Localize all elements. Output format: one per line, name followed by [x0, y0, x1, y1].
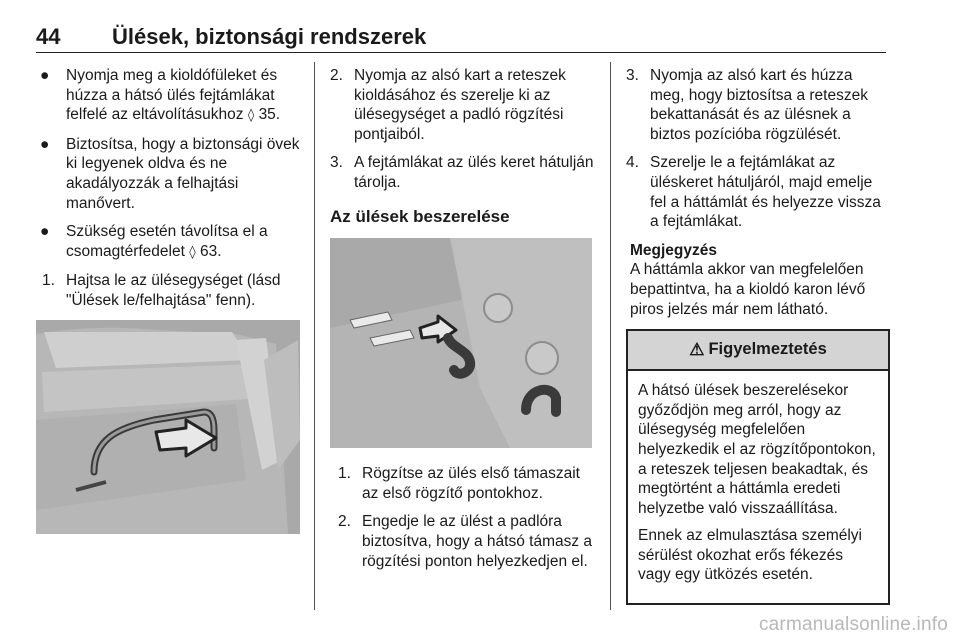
step-text: Nyomja az alsó kart és húzza meg, hogy biztosítsa a reteszek bekattanását és az ülésnek a biztos pozícióba rögzülését. — [650, 67, 868, 143]
step-list — [42, 271, 304, 310]
list-item — [36, 66, 304, 126]
list-item — [36, 135, 304, 213]
step-text: Nyomja az alsó kart a reteszek kioldásához és szerelje ki az ülésegységet a padló rögzítési pontjaiból. — [354, 67, 566, 143]
page-header — [36, 24, 886, 53]
list-item — [330, 66, 598, 144]
page-number: 44 — [36, 24, 61, 49]
step-number: 2. — [330, 67, 343, 84]
page-ref-link[interactable]: 63. — [199, 242, 222, 260]
bullet-icon: ● — [40, 135, 50, 153]
step-number: 3. — [330, 154, 343, 172]
step-list — [626, 66, 890, 232]
warning-icon: ⚠ — [689, 340, 705, 360]
page-title: Ülések, biztonsági rendszerek — [112, 24, 427, 49]
section-heading: Az ülések beszerelése — [330, 206, 510, 226]
list-item — [36, 222, 304, 262]
page-ref-link[interactable]: 35. — [258, 106, 281, 124]
warning-title: Figyelmeztetés — [708, 340, 827, 359]
list-item — [42, 271, 304, 310]
warning-box — [626, 329, 890, 605]
step-text: Engedje le az ülést a padlóra biztosítva, hogy a hátsó támasz a rögzítési ponton helyezkedjen el. — [362, 513, 593, 570]
bullet-text: Biztosítsa, hogy a biztonsági övek ki legyenek oldva és ne akadályozzák a felhajtási manővert. — [66, 135, 300, 212]
bullet-icon: ● — [40, 67, 50, 84]
step-list — [330, 66, 598, 193]
warning-body — [628, 371, 888, 603]
bullet-text: Nyomja meg a kioldófüleket és húzza a hátsó ülés fejtámlákat felfelé az eltávolításukhoz — [66, 67, 278, 124]
warning-paragraph: Ennek az elmulasztása személyi sérülést okozhat erős fékezés vagy egy ütközés esetén. — [638, 527, 862, 584]
seat-removal-illustration — [36, 320, 300, 534]
bullet-icon: ● — [40, 223, 50, 241]
column-1 — [36, 66, 304, 534]
step-text: Hajtsa le az ülésegységet (lásd "Ülések le/felhajtása" fenn). — [66, 272, 281, 309]
page-ref-icon: ◊ — [189, 244, 196, 260]
step-number: 1. — [338, 465, 351, 483]
column-3 — [626, 66, 890, 605]
column-2 — [330, 66, 598, 580]
list-item — [338, 464, 598, 503]
warning-paragraph: A hátsó ülések beszerelésekor győződjön meg arról, hogy az ülésegység megfelelően helyezkedik el az rögzítőpontokon, a reteszek teljesen beakadtak, és megtörtént a háttámla eredeti helyzetbe való visszaállítása. — [638, 382, 876, 517]
step-list — [338, 464, 598, 571]
step-number: 2. — [338, 513, 351, 531]
note-block — [630, 241, 890, 319]
note-text: A háttámla akkor van megfelelően bepattintva, ha a kioldó karon lévő piros jelzés már nem látható. — [630, 261, 866, 318]
list-item — [626, 153, 890, 231]
column-divider-2 — [610, 62, 611, 610]
column-divider-1 — [314, 62, 315, 610]
seat-installation-illustration — [330, 238, 592, 448]
note-label: Megjegyzés — [630, 241, 718, 259]
bullet-text: Szükség esetén távolítsa el a csomagtérfedelet — [66, 223, 268, 260]
step-number: 1. — [42, 272, 55, 290]
step-text: Rögzítse az ülés első támaszait az első rögzítő pontokhoz. — [362, 465, 580, 502]
bullet-list — [36, 66, 304, 262]
step-number: 4. — [626, 154, 639, 172]
list-item — [330, 153, 598, 192]
step-number: 3. — [626, 67, 639, 84]
page-ref-icon: ◊ — [247, 108, 255, 124]
warning-header — [628, 331, 888, 371]
watermark: carmanualsonline.info — [758, 614, 948, 635]
step-text: Szerelje le a fejtámlákat az üléskeret hátuljáról, majd emelje fel a háttámlát és helyezze vissza a fejtámlákat. — [650, 154, 881, 231]
list-item — [338, 512, 598, 571]
step-text: A fejtámlákat az ülés keret hátulján tárolja. — [354, 154, 594, 191]
list-item — [626, 66, 890, 144]
